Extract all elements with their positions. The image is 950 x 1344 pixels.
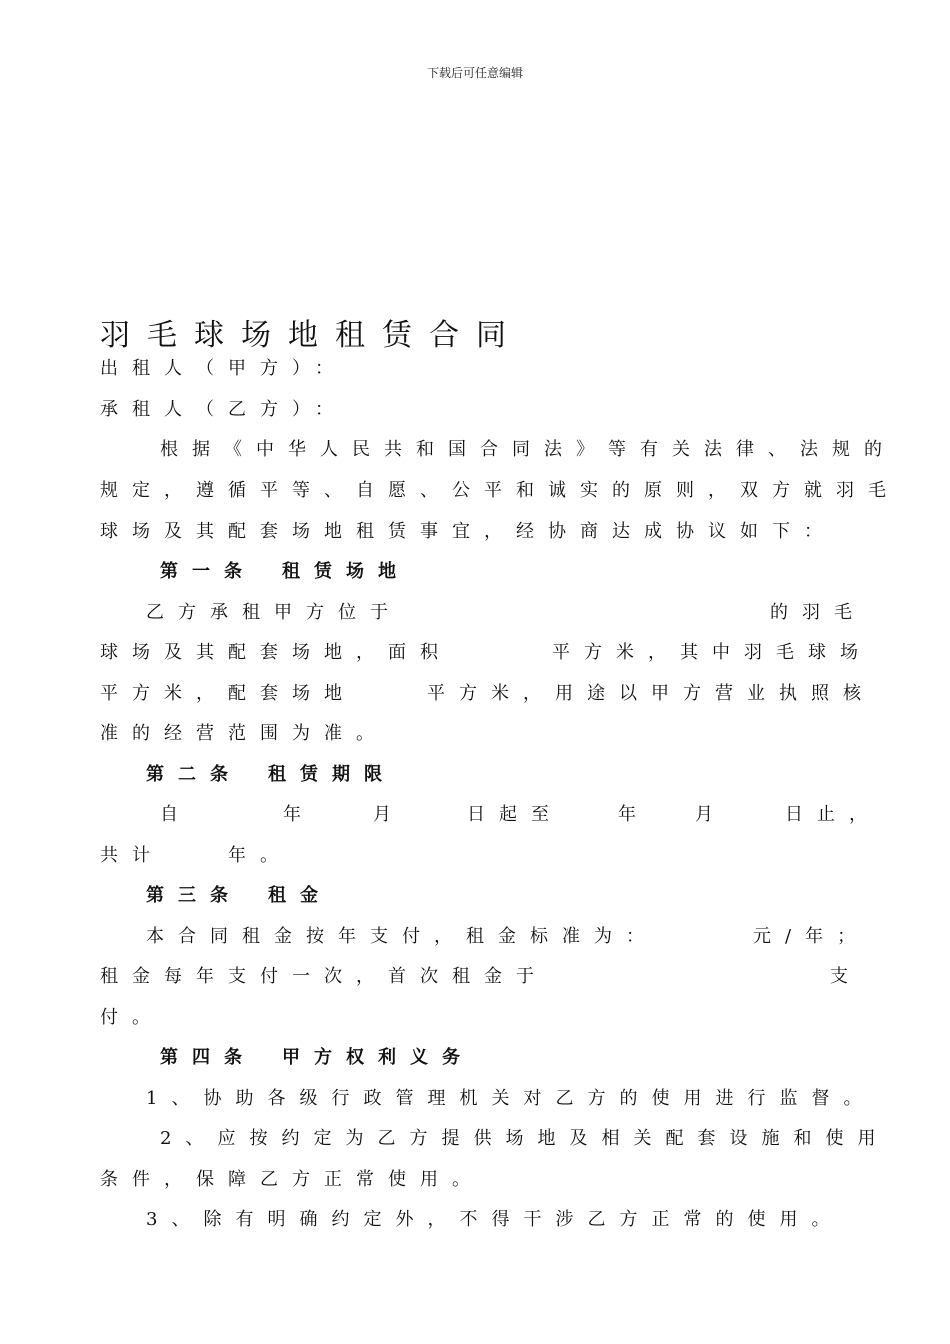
article1-title: 租赁场地 [282, 561, 410, 582]
article3-line1a: 本合同租金按年支付，租金标准为： [146, 926, 658, 947]
article4-item2-cont: 条件，保障乙方正常使用。 [100, 1169, 484, 1190]
article3-line1b: 元/年； [753, 926, 870, 947]
article3-line2b: 支 [830, 966, 862, 987]
lessor-line: 出租人（甲方）： [100, 358, 347, 379]
article4-title: 甲方权利义务 [282, 1047, 474, 1068]
article2-title: 租赁期限 [268, 764, 396, 785]
article2-year2: 年 [618, 804, 650, 825]
article3-line3: 付。 [100, 1007, 164, 1028]
article4-item3: 3、除有明确约定外，不得干涉乙方正常的使用。 [146, 1209, 844, 1230]
article1-heading: 第一条 [160, 561, 256, 582]
article3-heading: 第三条 [146, 885, 242, 906]
article2-year1: 年 [283, 804, 315, 825]
contract-title: 羽毛球场地租赁合同 [100, 318, 523, 353]
article3-line2a: 租金每年支付一次，首次租金于 [100, 966, 548, 987]
article1-line3a: 平方米，配套场地 [100, 683, 356, 704]
article1-line1a: 乙方承租甲方位于 [146, 602, 402, 623]
lessee-line: 承租人（乙方）： [100, 399, 347, 420]
article1-line1b: 的羽毛 [770, 602, 866, 623]
article4-item2: 2、应按约定为乙方提供场地及相关配套设施和使用 [160, 1128, 890, 1149]
article1-line2b: 平方米，其中羽毛球场 [552, 642, 872, 663]
article2-heading: 第二条 [146, 764, 242, 785]
header-note: 下载后可任意编辑 [426, 66, 523, 80]
preamble-line-3: 球场及其配套场地租赁事宜，经协商达成协议如下： [100, 521, 836, 542]
article2-line2: 共计 年。 [100, 845, 292, 866]
article3-title: 租金 [268, 885, 332, 906]
article1-line4: 准的经营范围为准。 [100, 723, 388, 744]
article1-line3b: 平方米，用途以甲方营业执照核 [427, 683, 875, 704]
preamble-line-1: 根据《中华人民共和国合同法》等有关法律、法规的 [160, 439, 896, 460]
article1-line2a: 球场及其配套场地，面积 [100, 642, 452, 663]
article2-month2: 月 [695, 804, 727, 825]
article4-item1: 1、协助各级行政管理机关对乙方的使用进行监督。 [146, 1088, 876, 1109]
article2-day-end: 日止， [785, 804, 881, 825]
article2-day-to: 日起至 [467, 804, 563, 825]
preamble-line-2: 规定，遵循平等、自愿、公平和诚实的原则，双方就羽毛 [100, 480, 900, 501]
article2-from: 自 [160, 804, 192, 825]
article2-month1: 月 [373, 804, 405, 825]
article4-heading: 第四条 [160, 1047, 256, 1068]
